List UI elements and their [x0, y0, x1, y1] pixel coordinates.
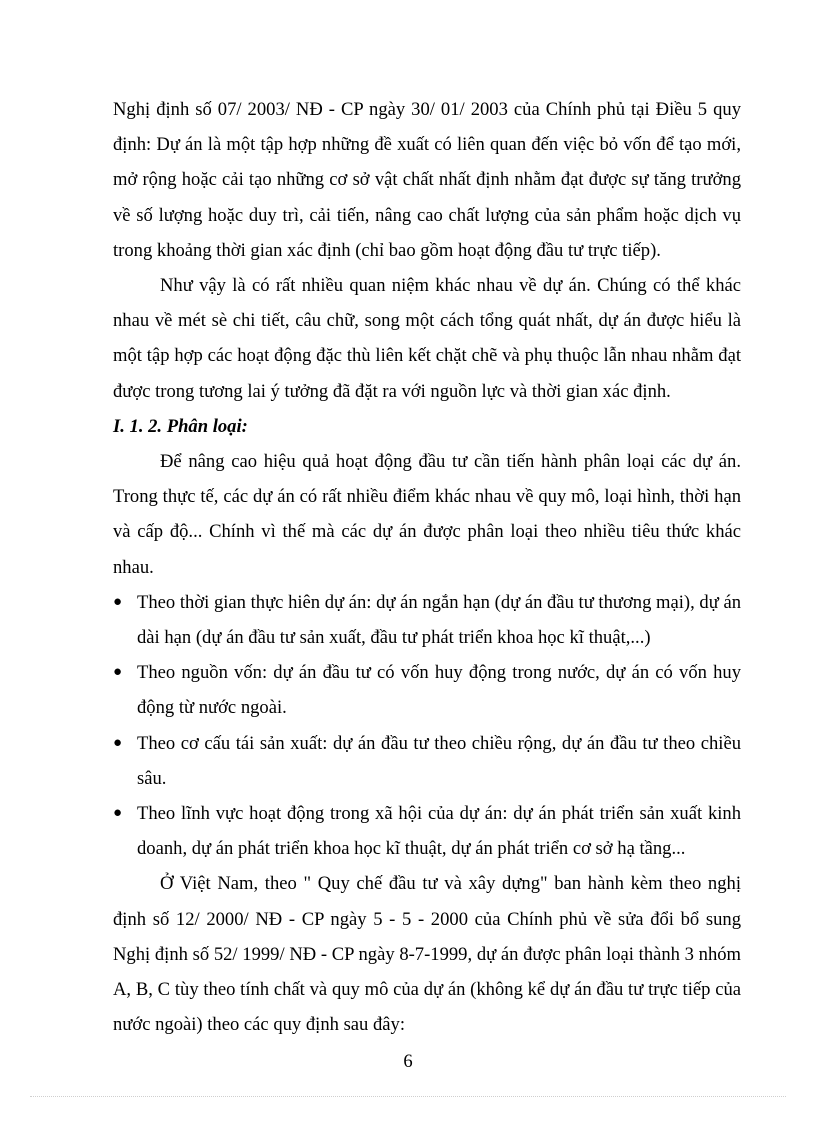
list-item — [113, 796, 741, 866]
list-item — [113, 655, 741, 725]
list-item-text: Theo thời gian thực hiên dự án: dự án ngắn hạn (dự án đầu tư thương mại), dự án dài hạn (dự án đầu tư sản xuất, đầu tư phát triển khoa học kĩ thuật,...) — [137, 591, 741, 649]
bullet-icon: ● — [113, 734, 123, 751]
classification-intro-paragraph: Để nâng cao hiệu quả hoạt động đầu tư cần tiến hành phân loại các dự án. Trong thực tế, các dự án có rất nhiều điểm khác nhau về quy mô, loại hình, thời hạn và cấp độ... Chính vì thế mà các dự án được phân loại theo nhiều tiêu thức khác nhau. — [113, 451, 741, 578]
list-item-text: Theo lĩnh vực hoạt động trong xã hội của dự án: dự án phát triển sản xuất kinh doanh, dự án phát triển khoa học kĩ thuật, dự án phát triển cơ sở hạ tầng... — [137, 803, 741, 860]
summary-paragraph: Như vậy là có rất nhiều quan niệm khác nhau về dự án. Chúng có thể khác nhau về mét sè chi tiết, câu chữ, song một cách tổng quát nhất, dự án được hiểu là một tập hợp các hoạt động đặc thù liên kết chặt chẽ và phụ thuộc lẫn nhau nhằm đạt được trong tương lai ý tưởng đã đặt ra với nguồn lực và thời gian xác định. — [113, 275, 741, 402]
section-heading: I. 1. 2. Phân loại: — [113, 415, 248, 437]
definition-paragraph: Nghị định số 07/ 2003/ NĐ - CP ngày 30/ 01/ 2003 của Chính phủ tại Điều 5 quy định: Dự án là một tập hợp những đề xuất có liên quan đến việc bỏ vốn để tạo mới, mở rộng hoặc cải tạo những cơ sở vật chất nhất định nhằm đạt được sự tăng trưởng về số lượng hoặc duy trì, cải tiến, nâng cao chất lượng của sản phẩm hoặc dịch vụ trong khoảng thời gian xác định (chỉ bao gồm hoạt động đầu tư trực tiếp). — [113, 99, 741, 261]
bullet-icon: ● — [113, 805, 123, 822]
bullet-icon: ● — [113, 593, 123, 610]
classification-list — [113, 585, 741, 867]
list-item-text: Theo nguồn vốn: dự án đầu tư có vốn huy động trong nước, dự án có vốn huy động từ nước ngoài. — [137, 662, 741, 719]
footer-divider — [30, 1096, 786, 1097]
bullet-icon: ● — [113, 664, 123, 681]
page-number: 6 — [403, 1051, 413, 1072]
list-item-text: Theo cơ cấu tái sản xuất: dự án đầu tư theo chiều rộng, dự án đầu tư theo chiều sâu. — [137, 732, 741, 789]
list-item — [113, 726, 741, 796]
vietnam-regulation-paragraph: Ở Việt Nam, theo " Quy chế đầu tư và xây dựng" ban hành kèm theo nghị định số 12/ 2000/ NĐ - CP ngày 5 - 5 - 2000 của Chính phủ về sửa đổi bổ sung Nghị định số 52/ 1999/ NĐ - CP ngày 8-7-1999, dự án được phân loại thành 3 nhóm A, B, C tùy theo tính chất và quy mô của dự án (không kể dự án đầu tư trực tiếp của nước ngoài) theo các quy định sau đây: — [113, 873, 741, 1036]
list-item — [113, 585, 741, 655]
document-body — [113, 92, 741, 1042]
